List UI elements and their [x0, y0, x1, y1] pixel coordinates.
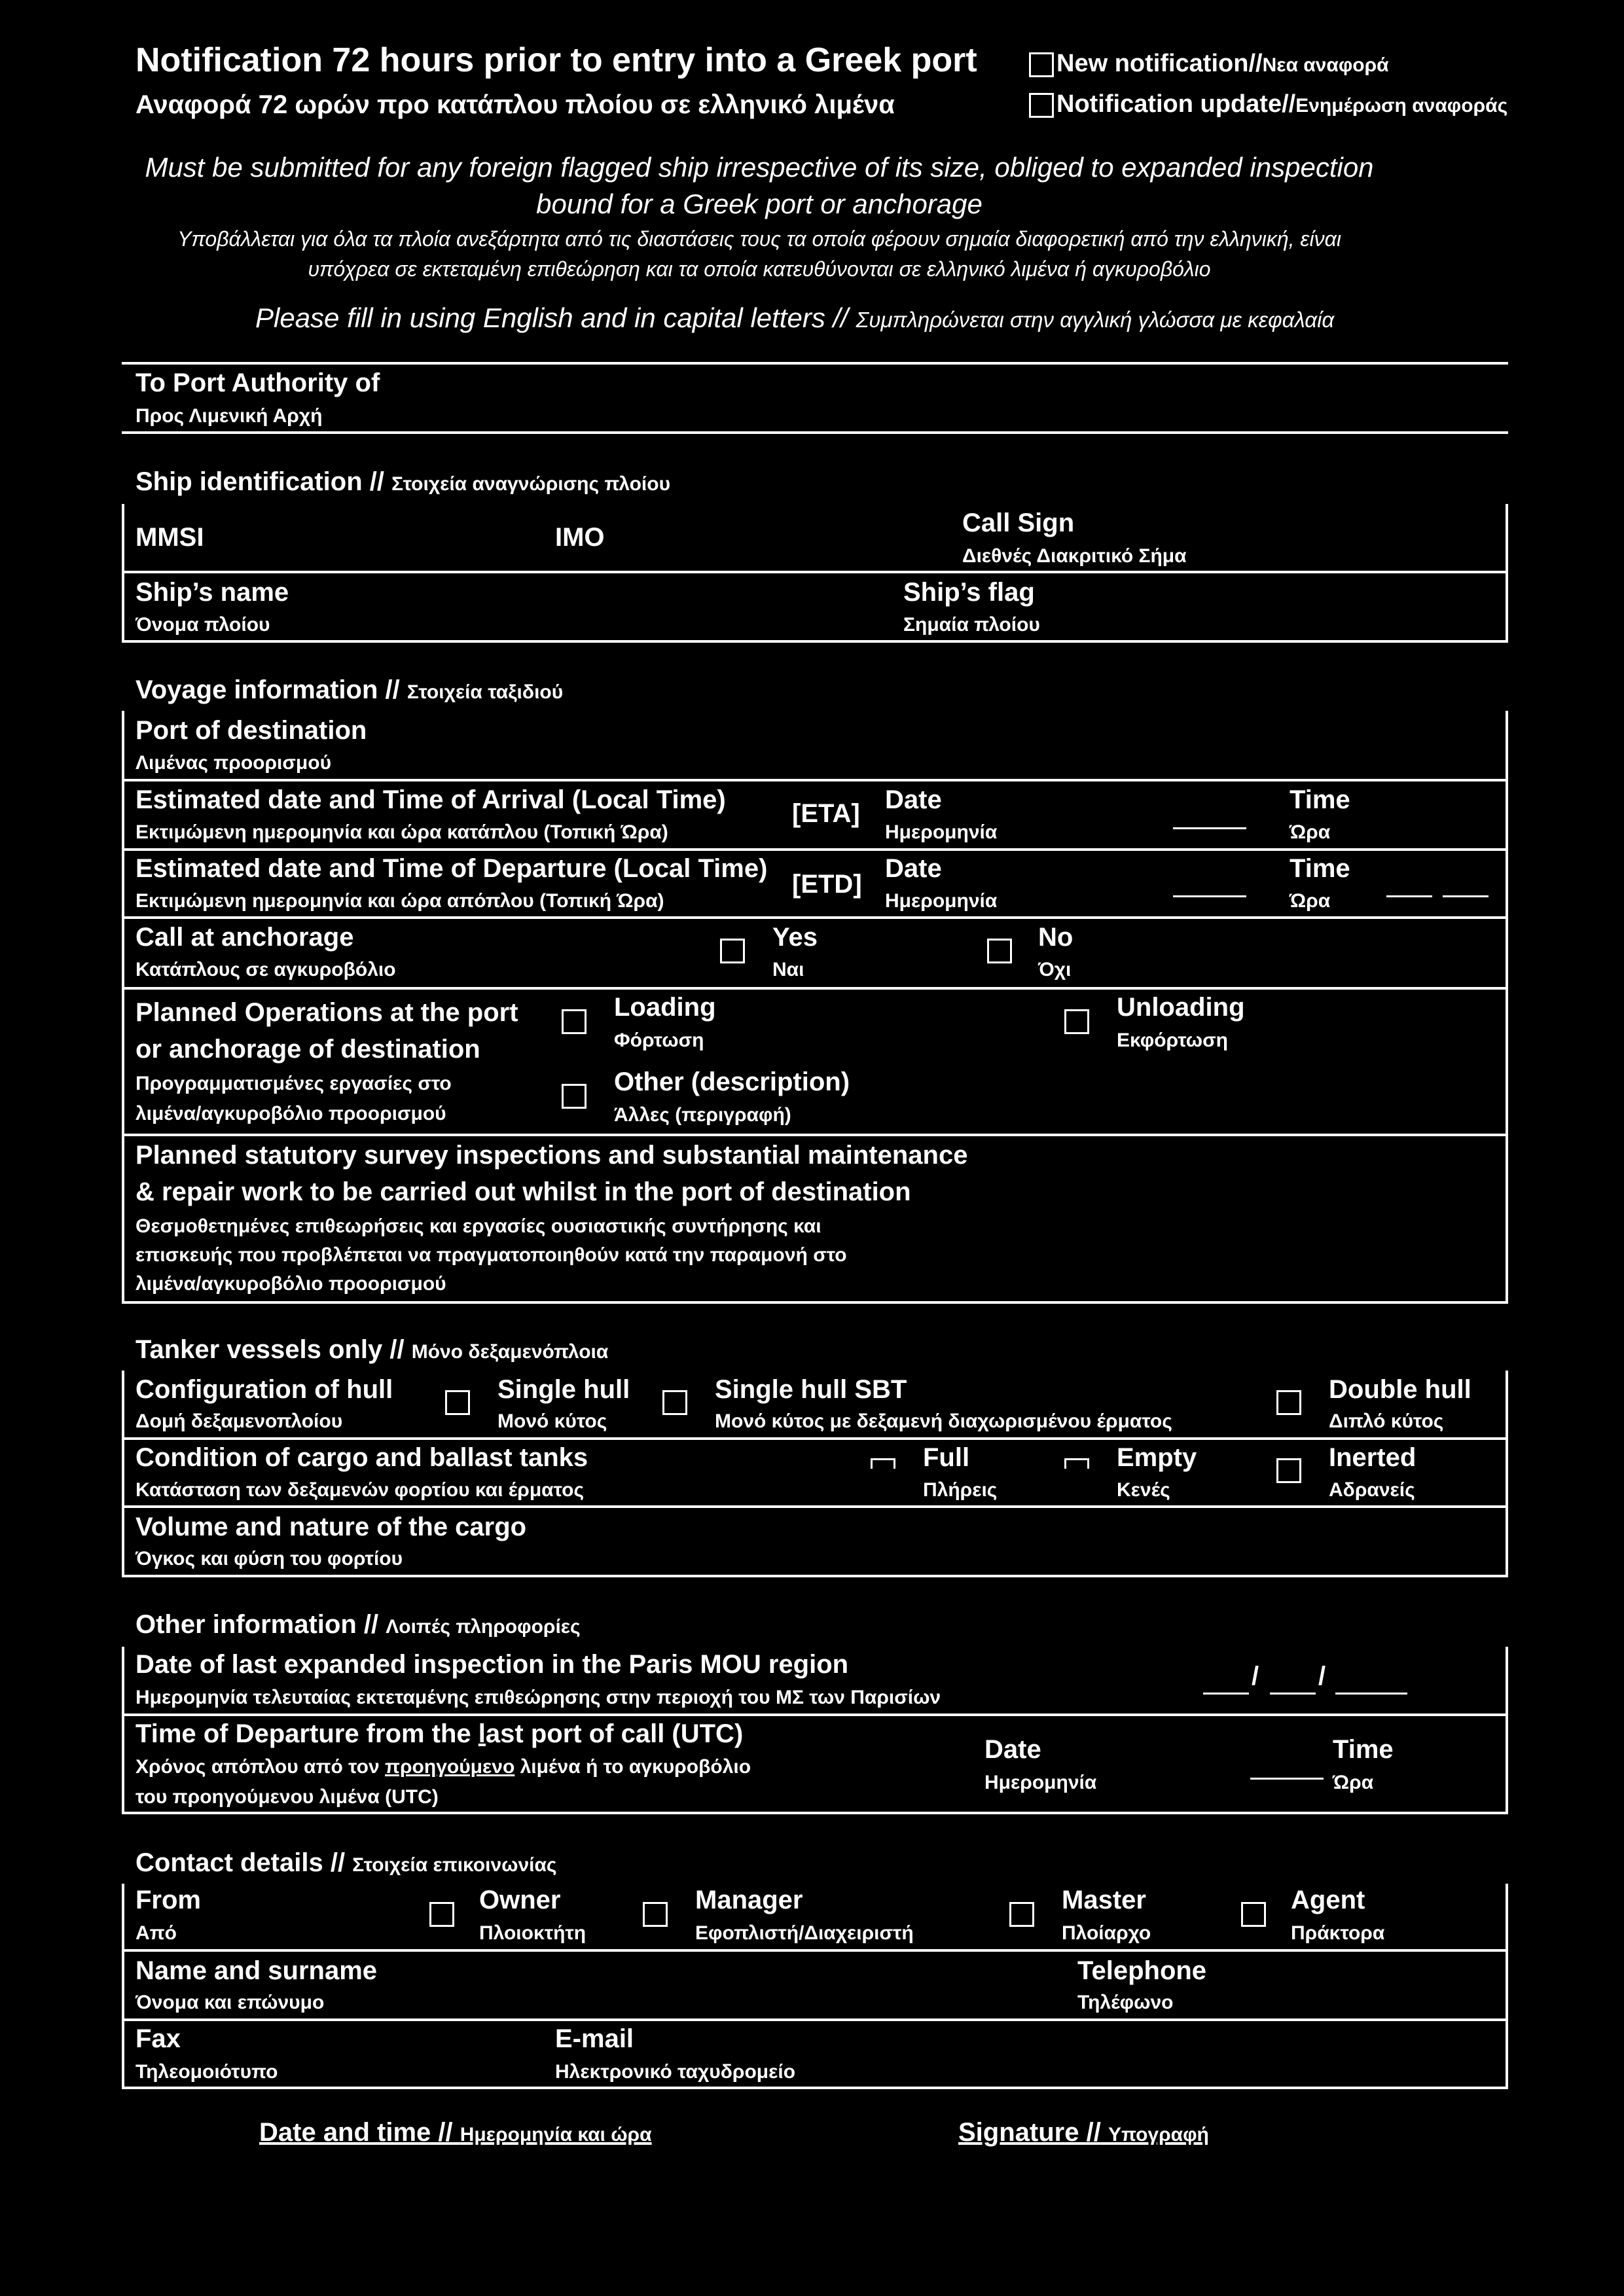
fax-label: Fax: [135, 2024, 181, 2053]
last-port-departure-label: Time of Departure from the last port of call (UTC): [135, 1719, 744, 1748]
anchorage-yes-label: Yes: [772, 923, 818, 952]
hull-config-label: Configuration of hull: [135, 1375, 393, 1404]
eta-time-label-greek: Ώρα: [1290, 821, 1331, 843]
planned-operations-label-greek-2: λιμένα/αγκυροβόλιο προορισμού: [135, 1103, 446, 1124]
call-at-anchorage-label-greek: Κατάπλους σε αγκυροβόλιο: [135, 959, 396, 980]
tank-condition-label: Condition of cargo and ballast tanks: [135, 1443, 588, 1472]
ship-name-label: Ship’s name: [135, 578, 289, 607]
master-label: Master: [1062, 1886, 1146, 1914]
anchorage-yes-checkbox[interactable]: [720, 939, 745, 963]
date-and-time-signoff: Date and time // Ημερομηνία και ώρα: [259, 2118, 652, 2147]
etd-label-greek: Εκτιμώμενη ημερομηνία και ώρα απόπλου (Τοπική Ώρα): [135, 890, 664, 912]
single-hull-label-greek: Μονό κύτος: [497, 1410, 607, 1432]
notification-update-label: Notification update//Ενημέρωση αναφοράς: [1056, 90, 1508, 118]
port-authority-label: To Port Authority of: [135, 368, 380, 397]
last-port-date-label-greek: Ημερομηνία: [984, 1772, 1097, 1793]
tank-condition-label-greek: Κατάσταση των δεξαμενών φορτίου και έρματος: [135, 1479, 585, 1501]
mmsi-label: MMSI: [135, 523, 204, 552]
voyage-information-heading: Voyage information // Στοιχεία ταξιδιού: [135, 675, 564, 704]
double-hull-label-greek: Διπλό κύτος: [1329, 1410, 1444, 1432]
form-title-greek: Αναφορά 72 ωρών προ κατάπλου πλοίου σε ελληνικό λιμένα: [135, 90, 895, 119]
date-slash-2: /: [1318, 1662, 1326, 1691]
anchorage-no-checkbox[interactable]: [987, 939, 1012, 963]
port-authority-label-greek: Προς Λιμενική Αρχή: [135, 405, 323, 427]
port-of-destination-label: Port of destination: [135, 716, 367, 745]
call-at-anchorage-label: Call at anchorage: [135, 923, 354, 952]
last-port-time-label-greek: Ώρα: [1333, 1772, 1374, 1793]
inerted-label-greek: Αδρανείς: [1329, 1479, 1415, 1501]
single-hull-checkbox[interactable]: [445, 1390, 470, 1415]
etd-time-label: Time: [1290, 854, 1350, 883]
intro-english: Must be submitted for any foreign flagged ship irrespective of its size, obliged to expanded inspection bound for a Greek port or anchorage: [145, 152, 1374, 219]
unloading-checkbox[interactable]: [1064, 1009, 1089, 1034]
master-checkbox[interactable]: [1009, 1902, 1034, 1927]
form-title: Notification 72 hours prior to entry into a Greek port: [135, 41, 977, 79]
full-checkbox[interactable]: [871, 1458, 895, 1469]
last-inspection-label: Date of last expanded inspection in the Paris MOU region: [135, 1650, 849, 1679]
imo-label: IMO: [555, 523, 605, 552]
master-label-greek: Πλοίαρχο: [1062, 1922, 1151, 1944]
fill-instructions: Please fill in using English and in capital letters // Συμπληρώνεται στην αγγλική γλώσσα με κεφαλαία: [255, 302, 1335, 333]
empty-label-greek: Κενές: [1117, 1479, 1170, 1501]
ship-identification-heading: Ship identification // Στοιχεία αναγνώρισης πλοίου: [135, 467, 671, 496]
new-notification-checkbox[interactable]: [1029, 52, 1054, 77]
anchorage-no-label-greek: Όχι: [1038, 959, 1072, 980]
last-port-date-label: Date: [984, 1735, 1041, 1764]
etd-date-blank[interactable]: [1173, 895, 1246, 897]
last-inspection-label-greek: Ημερομηνία τελευταίας εκτεταμένης επιθεώρησης στην περιοχή του ΜΣ των Παρισίων: [135, 1687, 941, 1708]
agent-label-greek: Πράκτορα: [1291, 1922, 1385, 1944]
call-sign-label: Call Sign: [962, 509, 1075, 537]
agent-checkbox[interactable]: [1241, 1902, 1266, 1927]
loading-label-greek: Φόρτωση: [614, 1030, 704, 1051]
last-inspection-year-blank[interactable]: [1335, 1693, 1407, 1695]
hull-config-label-greek: Δομή δεξαμενοπλοίου: [135, 1410, 343, 1432]
name-surname-label-greek: Όνομα και επώνυμο: [135, 1992, 325, 2013]
date-slash-1: /: [1252, 1662, 1259, 1691]
manager-label-greek: Εφοπλιστή/Διαχειριστή: [695, 1922, 914, 1944]
planned-operations-label-greek-1: Προγραμματισμένες εργασίες στο: [135, 1073, 452, 1094]
other-operation-label-greek: Άλλες (περιγραφή): [614, 1104, 791, 1126]
email-label: E-mail: [555, 2024, 634, 2053]
eta-time-label: Time: [1290, 785, 1350, 814]
survey-label-2: & repair work to be carried out whilst in the port of destination: [135, 1177, 911, 1206]
last-inspection-day-blank[interactable]: [1203, 1693, 1249, 1695]
survey-label-greek-3: λιμένα/αγκυροβόλιο προορισμού: [135, 1273, 446, 1295]
other-information-heading: Other information // Λοιπές πληροφορίες: [135, 1610, 581, 1639]
survey-label-1: Planned statutory survey inspections and substantial maintenance: [135, 1141, 968, 1170]
manager-checkbox[interactable]: [643, 1902, 668, 1927]
fax-label-greek: Τηλεομοιότυπο: [135, 2061, 278, 2083]
ship-flag-label: Ship’s flag: [903, 578, 1035, 607]
owner-label: Owner: [479, 1886, 561, 1914]
intro-greek: Υποβάλλεται για όλα τα πλοία ανεξάρτητα από τις διαστάσεις τους τα οποία φέρουν σημαία διαφορετική από την ελληνική, είναι υπόχρεα σε εκτεταμένη επιθεώρηση και τα οποία κατευθύνονται σε ελληνικό λιμένα ή αγκυροβόλιο: [177, 227, 1341, 281]
last-port-departure-label-greek-1: Χρόνος απόπλου από τον προηγούμενο λιμένα ή το αγκυροβόλιο: [135, 1756, 751, 1778]
cargo-volume-label-greek: Όγκος και φύση του φορτίου: [135, 1548, 403, 1570]
eta-date-label-greek: Ημερομηνία: [885, 821, 998, 843]
ship-name-label-greek: Όνομα πλοίου: [135, 614, 270, 636]
eta-tag: [ETA]: [792, 799, 860, 828]
new-notification-label: New notification//Νεα αναφορά: [1056, 50, 1389, 77]
other-operation-label: Other (description): [614, 1067, 850, 1096]
eta-label-greek: Εκτιμώμενη ημερομηνία και ώρα κατάπλου (Τοπική Ώρα): [135, 821, 668, 843]
name-surname-label: Name and surname: [135, 1956, 378, 1985]
empty-checkbox[interactable]: [1064, 1458, 1089, 1469]
contact-details-heading: Contact details // Στοιχεία επικοινωνίας: [135, 1848, 557, 1877]
loading-checkbox[interactable]: [562, 1009, 586, 1034]
eta-date-blank[interactable]: [1173, 827, 1246, 829]
inerted-checkbox[interactable]: [1276, 1458, 1301, 1483]
telephone-label-greek: Τηλέφωνο: [1077, 1992, 1174, 2013]
signature-signoff: Signature // Υπογραφή: [958, 2118, 1209, 2147]
email-label-greek: Ηλεκτρονικό ταχυδρομείο: [555, 2061, 796, 2083]
double-hull-checkbox[interactable]: [1276, 1390, 1301, 1415]
from-label: From: [135, 1886, 201, 1914]
ship-flag-label-greek: Σημαία πλοίου: [903, 614, 1040, 636]
single-hull-label: Single hull: [497, 1375, 630, 1404]
eta-label: Estimated date and Time of Arrival (Local Time): [135, 785, 726, 814]
unloading-label-greek: Εκφόρτωση: [1117, 1030, 1228, 1051]
single-hull-sbt-label-greek: Μονό κύτος με δεξαμενή διαχωρισμένου έρματος: [715, 1410, 1172, 1432]
anchorage-yes-label-greek: Ναι: [772, 959, 804, 980]
cargo-volume-label: Volume and nature of the cargo: [135, 1513, 527, 1541]
single-hull-sbt-label: Single hull SBT: [715, 1375, 907, 1404]
etd-date-label: Date: [885, 854, 942, 883]
last-port-date-blank[interactable]: [1250, 1778, 1324, 1780]
port-of-destination-label-greek: Λιμένας προορισμού: [135, 752, 332, 774]
tanker-heading: Tanker vessels only // Μόνο δεξαμενόπλοια: [135, 1335, 609, 1364]
other-operation-checkbox[interactable]: [562, 1084, 586, 1109]
manager-label: Manager: [695, 1886, 803, 1914]
loading-label: Loading: [614, 993, 716, 1022]
inerted-label: Inerted: [1329, 1443, 1416, 1472]
last-inspection-month-blank[interactable]: [1270, 1693, 1316, 1695]
survey-label-greek-2: επισκευής που προβλέπεται να πραγματοποιηθούν κατά την παραμονή στο: [135, 1244, 847, 1266]
anchorage-no-label: No: [1038, 923, 1074, 952]
planned-operations-label-1: Planned Operations at the port: [135, 998, 518, 1027]
owner-label-greek: Πλοιοκτήτη: [479, 1922, 586, 1944]
etd-date-label-greek: Ημερομηνία: [885, 890, 998, 912]
owner-checkbox[interactable]: [429, 1902, 454, 1927]
eta-date-label: Date: [885, 785, 942, 814]
etd-label: Estimated date and Time of Departure (Local Time): [135, 854, 768, 883]
call-sign-label-greek: Διεθνές Διακριτικό Σήμα: [962, 545, 1187, 567]
unloading-label: Unloading: [1117, 993, 1245, 1022]
double-hull-label: Double hull: [1329, 1375, 1471, 1404]
telephone-label: Telephone: [1077, 1956, 1207, 1985]
planned-operations-label-2: or anchorage of destination: [135, 1035, 480, 1064]
empty-label: Empty: [1117, 1443, 1197, 1472]
etd-time-label-greek: Ώρα: [1290, 890, 1331, 912]
survey-label-greek-1: Θεσμοθετημένες επιθεωρήσεις και εργασίες ουσιαστικής συντήρησης και: [135, 1215, 821, 1237]
single-hull-sbt-checkbox[interactable]: [662, 1390, 687, 1415]
etd-tag: [ETD]: [792, 870, 862, 899]
last-port-departure-label-greek-2: του προηγούμενου λιμένα (UTC): [135, 1786, 439, 1808]
from-label-greek: Από: [135, 1922, 177, 1944]
last-port-time-label: Time: [1333, 1735, 1394, 1764]
full-label-greek: Πλήρεις: [923, 1479, 998, 1501]
agent-label: Agent: [1291, 1886, 1365, 1914]
etd-time-hours-blank[interactable]: [1386, 895, 1432, 897]
notification-update-checkbox[interactable]: [1029, 93, 1054, 118]
etd-time-minutes-blank[interactable]: [1443, 895, 1489, 897]
full-label: Full: [923, 1443, 970, 1472]
